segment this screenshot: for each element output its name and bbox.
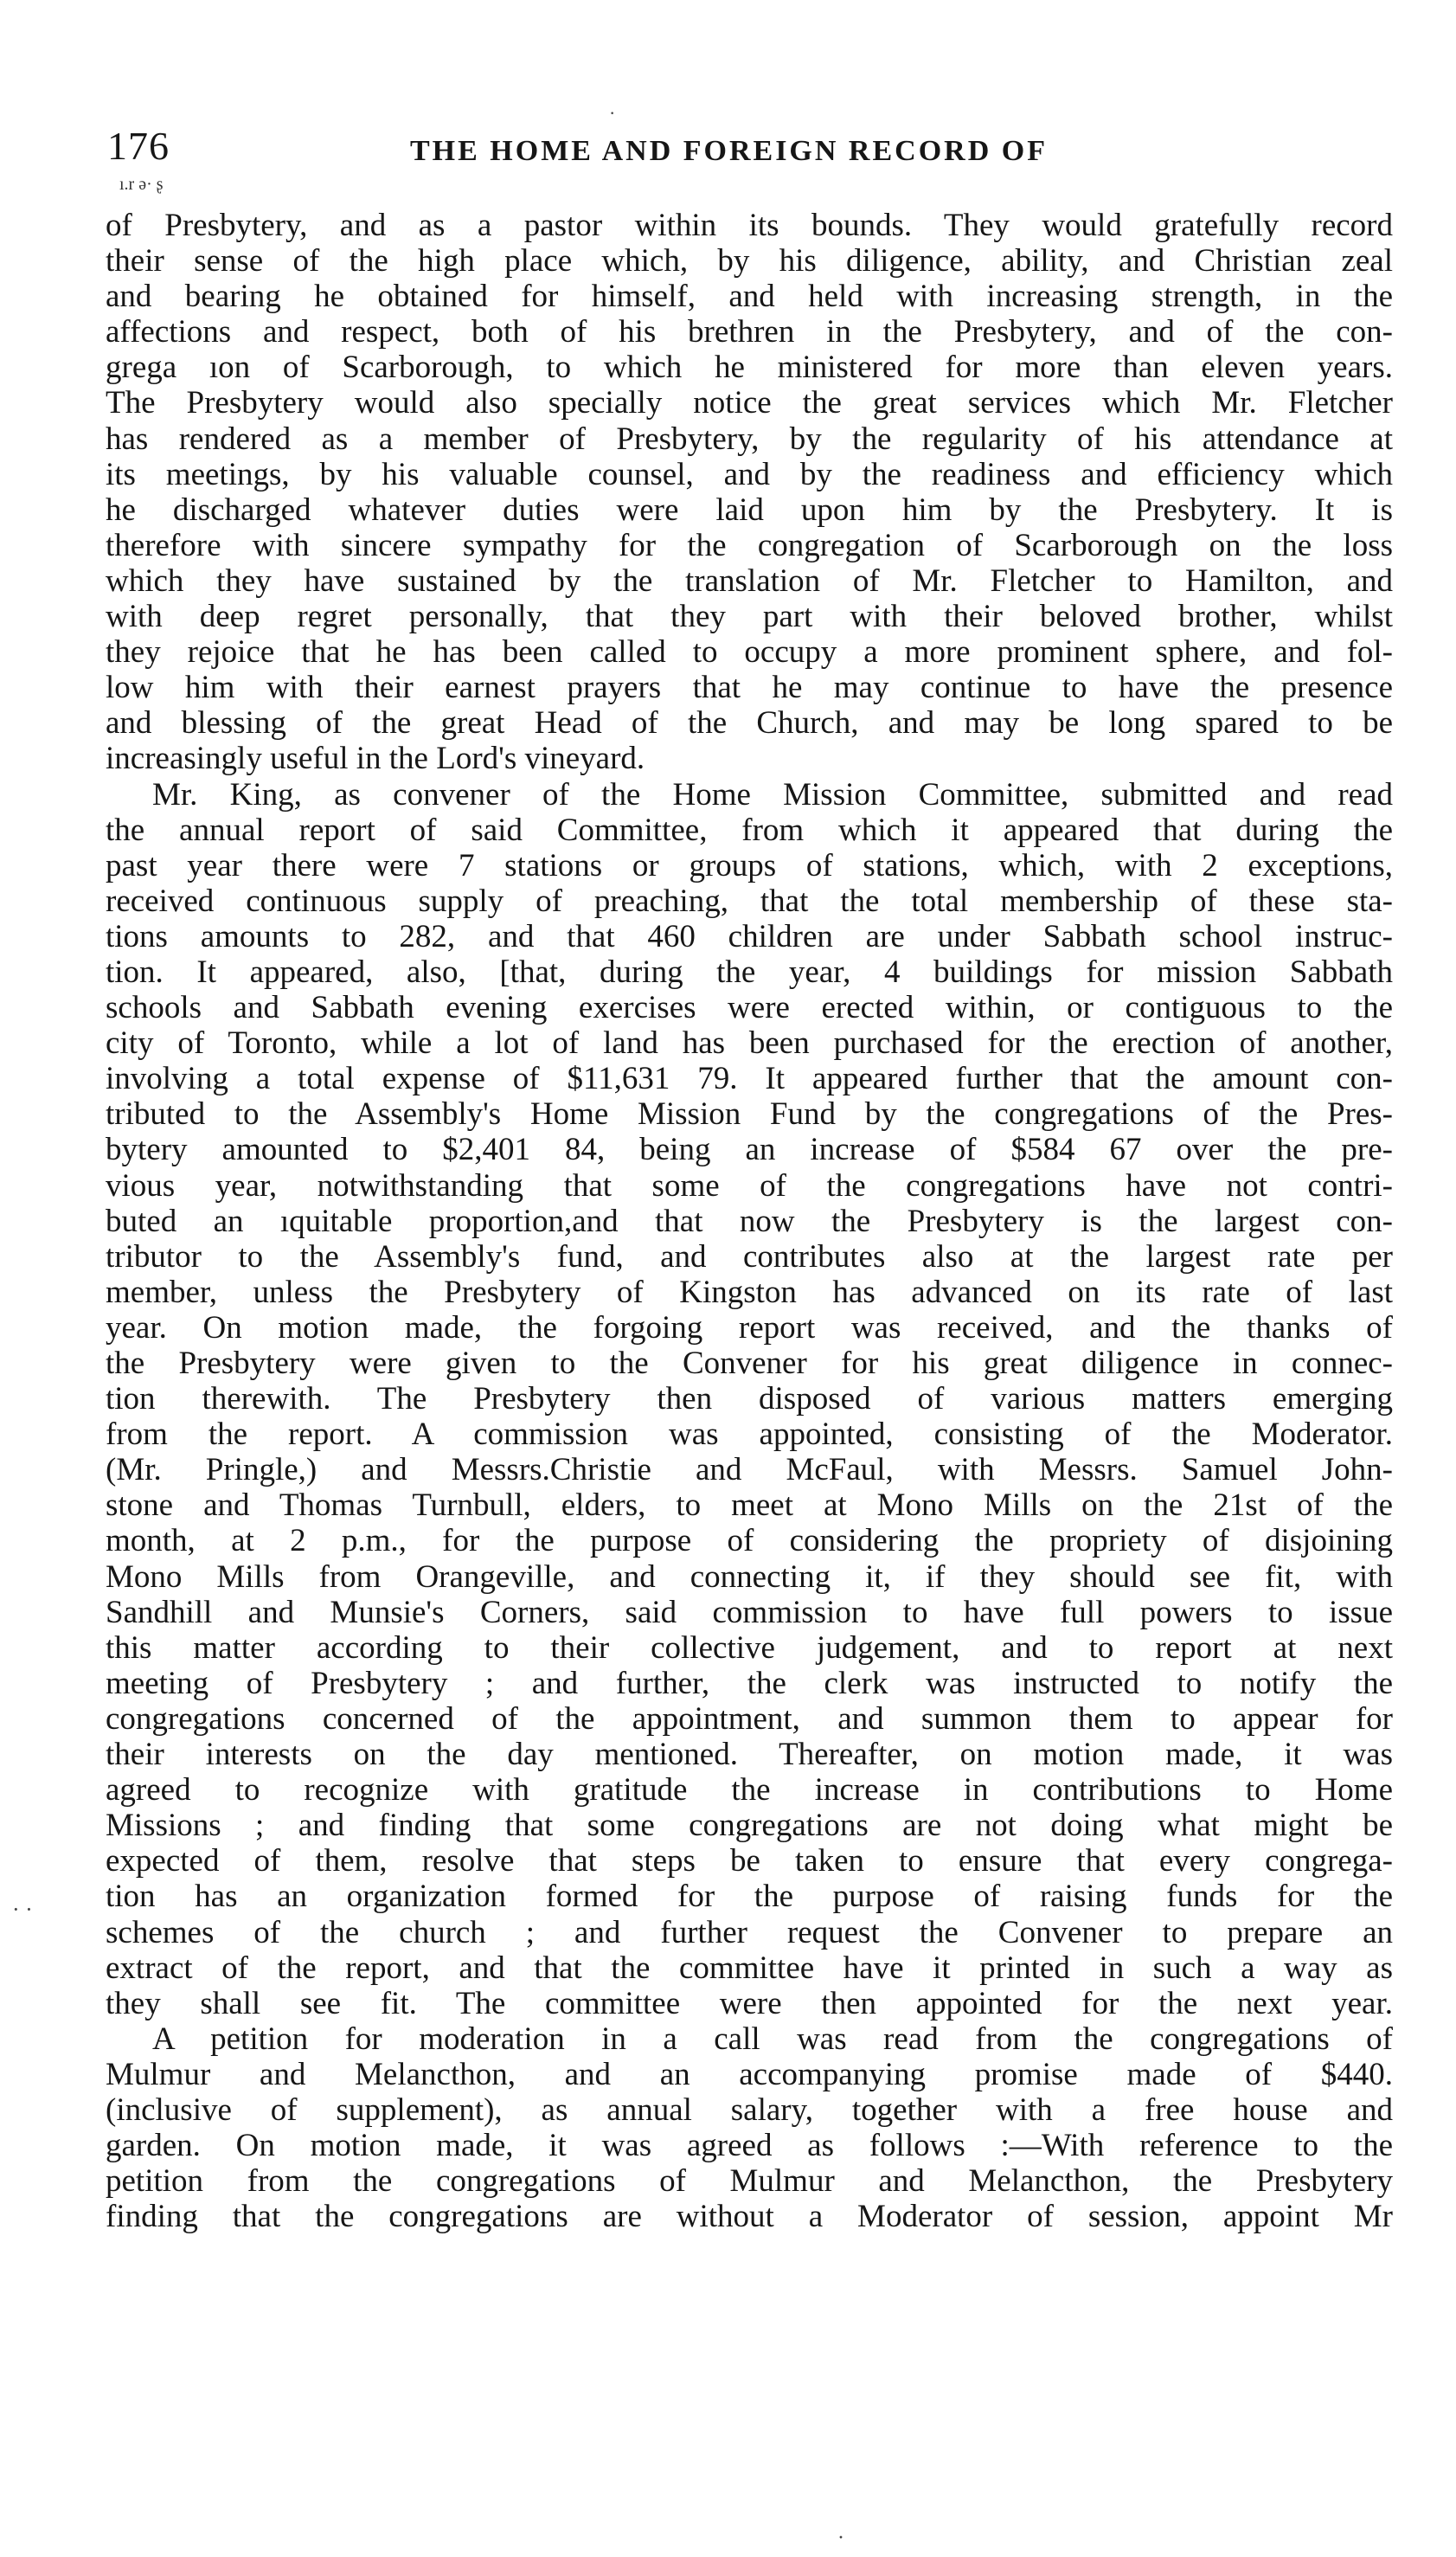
- print-speck: · ·: [12, 1897, 33, 1922]
- text-line: Mono Mills from Orangeville, and connecting it, if they should see fit, with: [106, 1558, 1393, 1595]
- text-line: stone and Thomas Turnbull, elders, to meet at Mono Mills on the 21st of the: [106, 1487, 1393, 1524]
- text-line: agreed to recognize with gratitude the increase in contributions to Home: [106, 1772, 1393, 1809]
- text-line: (inclusive of supplement), as annual salary, together with a free house and: [106, 2091, 1393, 2128]
- text-line: garden. On motion made, it was agreed as follows :—With reference to the: [106, 2128, 1393, 2164]
- text-line: the annual report of said Committee, from which it appeared that during the: [106, 812, 1393, 848]
- text-line: involving a total expense of $11,631 79. It appeared further that the amount con-: [106, 1061, 1393, 1097]
- text-line: and bearing he obtained for himself, and held with increasing strength, in the: [106, 279, 1393, 315]
- text-line: year. On motion made, the forgoing report was received, and the thanks of: [106, 1309, 1393, 1346]
- text-line: (Mr. Pringle,) and Messrs.Christie and McFaul, with Messrs. Samuel John-: [106, 1452, 1393, 1488]
- print-speck: ·: [609, 102, 616, 124]
- text-line: finding that the congregations are without a Moderator of session, appoint Mr: [106, 2199, 1393, 2235]
- marginal-mark: ı.r ə· ʂ: [119, 175, 164, 194]
- text-line: expected of them, resolve that steps be taken to ensure that every congrega-: [106, 1843, 1393, 1879]
- text-line: this matter according to their collective judgement, and to report at next: [106, 1629, 1393, 1666]
- text-line: affections and respect, both of his brethren in the Presbytery, and of the con-: [106, 314, 1393, 350]
- text-line: tributor to the Assembly's fund, and contributes also at the largest rate per: [106, 1238, 1393, 1275]
- text-line: tion therewith. The Presbytery then disposed of various matters emerging: [106, 1381, 1393, 1417]
- running-head: THE HOME AND FOREIGN RECORD OF: [410, 135, 1048, 167]
- text-line: grega ıon of Scarborough, to which he ministered for more than eleven years.: [106, 350, 1393, 386]
- text-line: meeting of Presbytery ; and further, the clerk was instructed to notify the: [106, 1665, 1393, 1701]
- text-line: from the report. A commission was appointed, consisting of the Moderator.: [106, 1417, 1393, 1453]
- text-line: Mr. King, as convener of the Home Mission Committee, submitted and read: [152, 776, 1393, 813]
- text-line: tributed to the Assembly's Home Mission Fund by the congregations of the Pres-: [106, 1096, 1393, 1133]
- text-line: their interests on the day mentioned. Thereafter, on motion made, it was: [106, 1737, 1393, 1773]
- text-line: Mulmur and Melancthon, and an accompanying promise made of $440.: [106, 2056, 1393, 2092]
- text-line: received continuous supply of preaching, that the total membership of these sta-: [106, 883, 1393, 919]
- text-line: tion has an organization formed for the purpose of raising funds for the: [106, 1879, 1393, 1915]
- print-speck: ·: [837, 2527, 844, 2549]
- text-line: buted an ıquitable proportion,and that now the Presbytery is the largest con-: [106, 1203, 1393, 1239]
- text-line: vious year, notwithstanding that some of the congregations have not contri-: [106, 1167, 1393, 1204]
- text-line: congregations concerned of the appointment, and summon them to appear for: [106, 1700, 1393, 1737]
- text-line: the Presbytery were given to the Convener for his great diligence in connec-: [106, 1346, 1393, 1381]
- text-line: their sense of the high place which, by his diligence, ability, and Christian zeal: [106, 243, 1393, 279]
- page-header: [107, 123, 1405, 183]
- text-line: low him with their earnest prayers that he may continue to have the presence: [106, 670, 1393, 706]
- text-line: The Presbytery would also specially notice the great services which Mr. Fletcher: [106, 385, 1393, 421]
- text-line: extract of the report, and that the committee have it printed in such a way as: [106, 1950, 1393, 1986]
- text-line: month, at 2 p.m., for the purpose of considering the propriety of disjoining: [106, 1523, 1393, 1559]
- text-line: which they have sustained by the translation of Mr. Fletcher to Hamilton, and: [106, 562, 1393, 599]
- text-line: has rendered as a member of Presbytery, by the regularity of his attendance at: [106, 421, 1393, 457]
- text-line: member, unless the Presbytery of Kingston has advanced on its rate of last: [106, 1274, 1393, 1310]
- text-line: he discharged whatever duties were laid upon him by the Presbytery. It is: [106, 491, 1393, 528]
- text-line: bytery amounted to $2,401 84, being an increase of $584 67 over the pre-: [106, 1132, 1393, 1168]
- text-line: with deep regret personally, that they part with their beloved brother, whilst: [106, 599, 1393, 635]
- text-line: tions amounts to 282, and that 460 children are under Sabbath school instruc-: [106, 918, 1393, 954]
- text-line: tion. It appeared, also, [that, during the year, 4 buildings for mission Sabbath: [106, 954, 1393, 990]
- text-line: petition from the congregations of Mulmur and Melancthon, the Presbytery: [106, 2163, 1393, 2200]
- body-text: [106, 208, 1393, 2234]
- text-line: Sandhill and Munsie's Corners, said commission to have full powers to issue: [106, 1594, 1393, 1630]
- text-line: and blessing of the great Head of the Church, and may be long spared to be: [106, 705, 1393, 742]
- text-line: past year there were 7 stations or groups of stations, which, with 2 exceptions,: [106, 847, 1393, 883]
- text-line: increasingly useful in the Lord's vineyard.: [106, 741, 645, 777]
- text-line: schemes of the church ; and further request the Convener to prepare an: [106, 1914, 1393, 1950]
- text-line: A petition for moderation in a call was read from the congregations of: [152, 2021, 1393, 2057]
- text-line: its meetings, by his valuable counsel, and by the readiness and efficiency which: [106, 456, 1393, 492]
- text-line: of Presbytery, and as a pastor within its bounds. They would gratefully record: [106, 208, 1393, 243]
- page-number: 176: [107, 124, 170, 168]
- text-line: schools and Sabbath evening exercises were erected within, or contiguous to the: [106, 990, 1393, 1026]
- text-line: therefore with sincere sympathy for the congregation of Scarborough on the loss: [106, 527, 1393, 563]
- text-line: they shall see fit. The committee were then appointed for the next year.: [106, 1985, 1393, 2021]
- text-line: they rejoice that he has been called to occupy a more prominent sphere, and fol-: [106, 634, 1393, 671]
- text-line: Missions ; and finding that some congregations are not doing what might be: [106, 1808, 1393, 1844]
- text-line: city of Toronto, while a lot of land has been purchased for the erection of another,: [106, 1025, 1393, 1062]
